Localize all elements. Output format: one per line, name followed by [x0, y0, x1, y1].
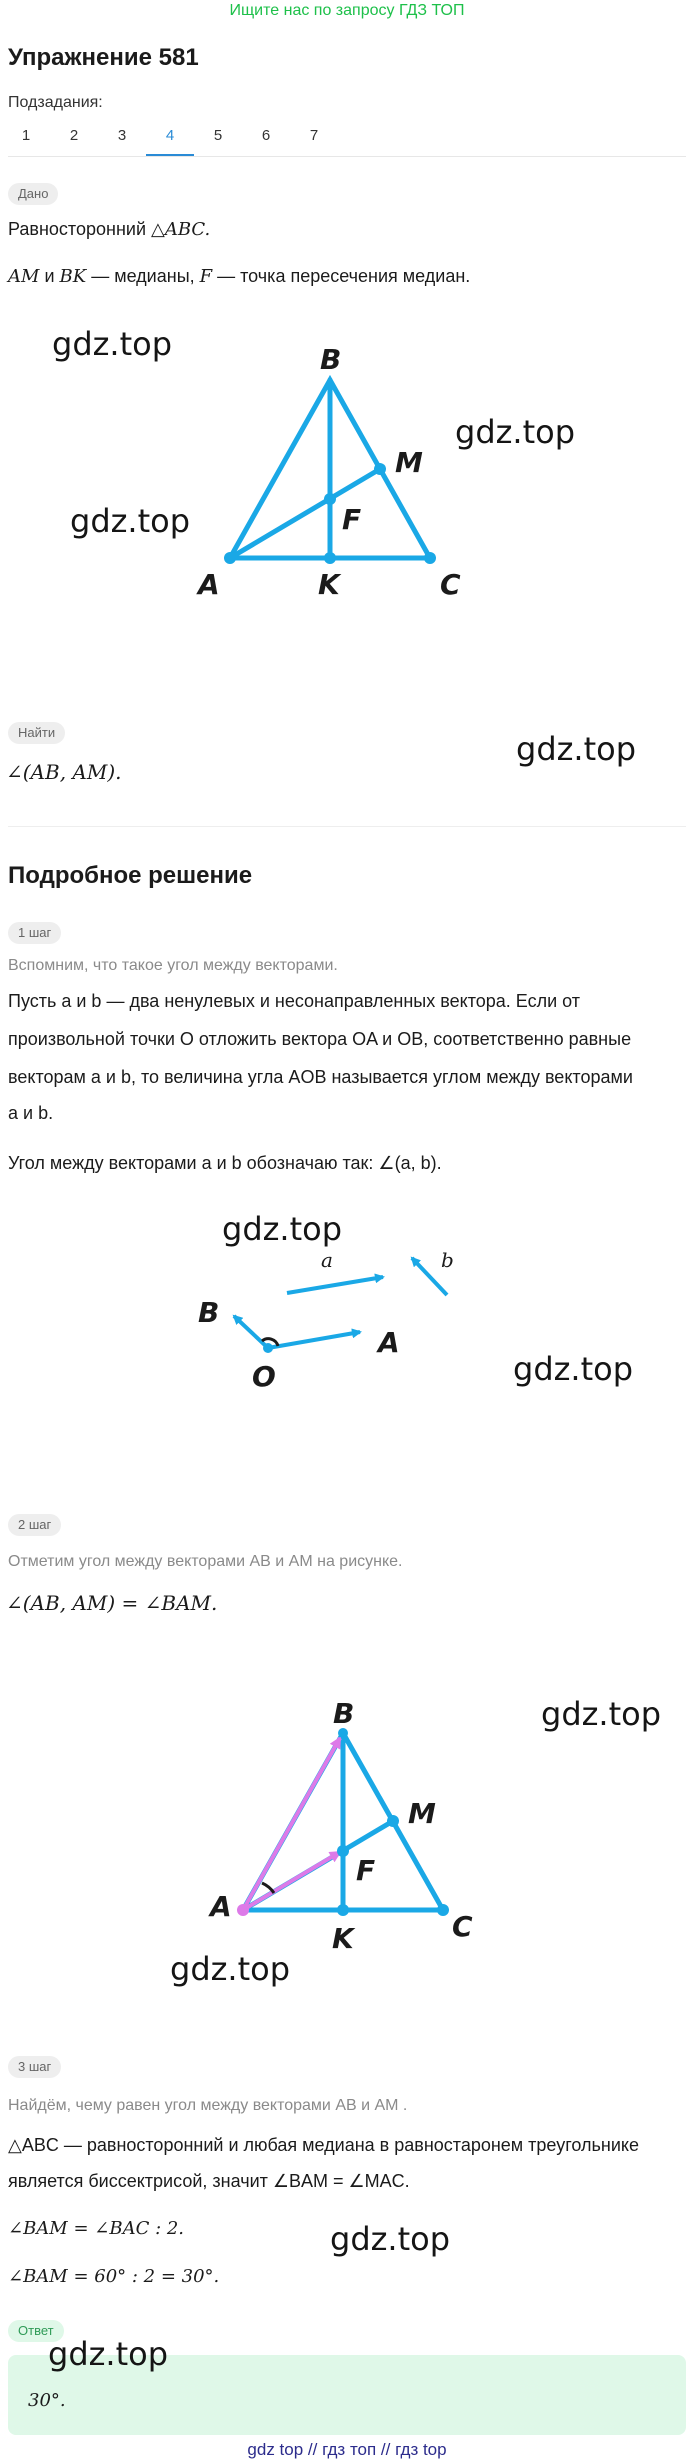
label-b: B	[320, 343, 342, 376]
medians-text: — медианы,	[86, 266, 200, 286]
conj: и	[39, 266, 60, 286]
tab-6[interactable]: 6	[261, 127, 271, 144]
watermark: gdz.top	[48, 2335, 169, 2373]
point-f: F	[199, 266, 213, 287]
step-3-line-3: ∠BAM = ∠BAC : 2.	[8, 2218, 185, 2239]
label-a: A	[378, 1326, 400, 1359]
watermark: gdz.top	[455, 413, 576, 451]
subtask-tabs	[0, 116, 694, 158]
label-b: B	[333, 1697, 355, 1730]
point-m-dot	[387, 1815, 399, 1827]
footer-links[interactable]: gdz top // гдз топ // гдз top	[247, 2440, 447, 2459]
tab-5[interactable]: 5	[213, 127, 223, 144]
given-pill: Дано	[8, 183, 58, 205]
label-m: M	[395, 446, 423, 479]
label-c: C	[440, 568, 461, 601]
label-f: F	[342, 503, 362, 536]
median-bk: BK	[59, 266, 87, 287]
label-m: M	[408, 1797, 436, 1830]
angle-bam-arc	[262, 1883, 274, 1893]
step-1-line-4: a и b.	[8, 1103, 54, 1123]
point-a-dot	[237, 1904, 249, 1916]
given-line-1	[8, 216, 210, 243]
watermark: gdz.top	[541, 1695, 662, 1733]
label-o: O	[252, 1360, 276, 1393]
vector-ab	[243, 1738, 340, 1910]
label-c: C	[452, 1910, 473, 1943]
tabs-divider	[8, 156, 686, 157]
watermark: gdz.top	[330, 2220, 451, 2258]
step-1-line-1: Пусть a и b — два ненулевых и несонаправленных вектора. Если от	[8, 991, 580, 1011]
step-2-pill: 2 шаг	[8, 1514, 61, 1536]
watermark: gdz.top	[513, 1350, 634, 1388]
watermark: gdz.top	[70, 502, 191, 540]
watermark: gdz.top	[516, 730, 637, 768]
label-f: F	[356, 1854, 376, 1887]
step-1-line-3: векторам a и b, то величина угла AOB называется углом между векторами	[8, 1067, 633, 1087]
given-text: Равносторонний	[8, 219, 151, 239]
watermark: gdz.top	[170, 1950, 291, 1988]
watermark: gdz.top	[222, 1210, 343, 1248]
given-math: △ABC.	[151, 219, 211, 240]
label-k: K	[332, 1922, 354, 1955]
step-1-hint: Вспомним, что такое угол между векторами.	[8, 957, 338, 974]
point-c-dot	[437, 1904, 449, 1916]
point-a-dot	[224, 552, 236, 564]
answer-pill: Ответ	[8, 2320, 64, 2342]
step-1-notation: Угол между векторами a и b обозначаю так: ∠(a, b).	[8, 1153, 442, 1173]
point-k-dot	[337, 1904, 349, 1916]
find-pill: Найти	[8, 722, 65, 744]
top-banner[interactable]: Ищите нас по запросу ГДЗ ТОП	[229, 2, 465, 19]
tab-4[interactable]: 4	[146, 116, 194, 156]
figure-triangle-1	[0, 320, 694, 620]
step-3-line-1: △ABC — равносторонний и любая медиана в равностаронем треугольнике	[8, 2135, 639, 2155]
point-k-dot	[324, 552, 336, 564]
tab-3[interactable]: 3	[117, 127, 127, 144]
intersection-text: — точка пересечения медиан.	[212, 266, 471, 286]
step-3-hint: Найдём, чему равен угол между векторами AB и AM .	[8, 2097, 408, 2114]
step-3-line-2: является биссектрисой, значит ∠BAM = ∠MAC.	[8, 2171, 410, 2191]
label-k: K	[318, 568, 340, 601]
step-1-pill: 1 шаг	[8, 922, 61, 944]
step-2-hint: Отметим угол между векторами AB и AM на рисунке.	[8, 1553, 403, 1570]
vector-ob	[234, 1316, 268, 1348]
label-vec-a: a	[321, 1248, 333, 1272]
vector-a-free	[287, 1277, 383, 1293]
label-b: B	[198, 1296, 220, 1329]
tab-1[interactable]: 1	[21, 127, 31, 144]
label-a: A	[210, 1890, 232, 1923]
label-a: A	[198, 568, 220, 601]
tab-2[interactable]: 2	[69, 127, 79, 144]
step-2-math: ∠(AB, AM) = ∠BAM.	[6, 1591, 218, 1615]
point-f-dot	[337, 1845, 349, 1857]
step-3-pill: 3 шаг	[8, 2056, 61, 2078]
median-am: AM	[8, 266, 40, 287]
step-3-line-4: ∠BAM = 60° : 2 = 30°.	[8, 2266, 220, 2287]
answer-value: 30°.	[28, 2390, 66, 2411]
point-o-dot	[263, 1343, 273, 1353]
tab-7[interactable]: 7	[309, 127, 319, 144]
step-1-line-2: произвольной точки O отложить вектора OA и OB, соответственно равные	[8, 1029, 632, 1049]
point-f-dot	[324, 493, 336, 505]
subtasks-label: Подзадания:	[8, 94, 103, 111]
point-m-dot	[374, 463, 386, 475]
watermark: gdz.top	[52, 325, 173, 363]
vector-oa	[268, 1332, 360, 1348]
section-divider	[8, 826, 686, 827]
point-c-dot	[424, 552, 436, 564]
label-vec-b: b	[441, 1248, 454, 1272]
solution-title: Подробное решение	[8, 862, 253, 889]
find-math: ∠(AB, AM).	[6, 760, 122, 784]
given-line-2	[8, 263, 470, 290]
page-title: Упражнение 581	[8, 44, 199, 71]
figure-angle-between-vectors	[0, 1240, 694, 1440]
